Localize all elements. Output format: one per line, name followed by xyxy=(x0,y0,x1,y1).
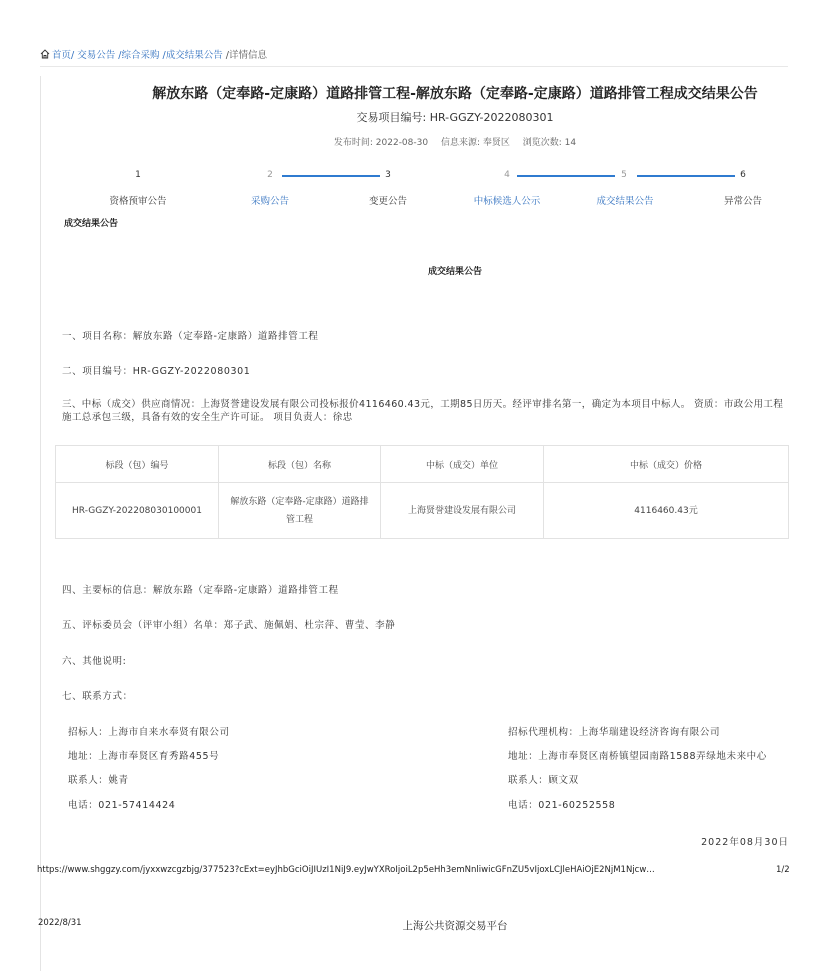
col-header-winner: 中标（成交）单位 xyxy=(381,446,544,483)
view-count: 浏览次数: 14 xyxy=(522,138,577,148)
sign-date: 2022年08月30日 xyxy=(701,837,789,848)
other-notes: 六、其他说明: xyxy=(62,656,127,667)
step-5-6-connector xyxy=(637,175,735,177)
content-title: 成交结果公告 xyxy=(427,267,482,277)
content-left-border xyxy=(40,76,41,971)
step-2-number: 2 xyxy=(267,170,273,180)
agency-name: 招标代理机构：上海华瑞建设经济咨询有限公司 xyxy=(508,727,721,738)
step-4-5-connector xyxy=(517,175,615,177)
publish-time: 发布时间: 2022-08-30 xyxy=(333,138,429,148)
tenderer-phone: 电话：021-57414424 xyxy=(68,800,176,811)
cell-lot-name: 解放东路（定奉路-定康路）道路排管工程 xyxy=(219,483,381,539)
agency-phone: 电话：021-60252558 xyxy=(508,800,616,811)
step-1-number: 1 xyxy=(135,170,141,180)
col-header-lot-no: 标段（包）编号 xyxy=(56,446,219,483)
step-6-number: 6 xyxy=(740,170,746,180)
breadcrumb-result-notice[interactable]: /成交结果公告 xyxy=(162,50,223,61)
step-exception-notice[interactable]: 异常公告 xyxy=(723,196,762,207)
committee-list: 五、评标委员会（评审小组）名单：郑子武、施佩娟、杜宗萍、曹莹、李静 xyxy=(62,620,396,631)
platform-name: 上海公共资源交易平台 xyxy=(402,920,508,932)
cell-lot-no: HR-GGZY-202208030100001 xyxy=(56,483,219,539)
agency-contact: 联系人：顾文双 xyxy=(508,775,579,786)
step-2-3-connector xyxy=(282,175,380,177)
home-icon[interactable] xyxy=(40,49,50,59)
table-row xyxy=(56,483,789,539)
main-subject: 四、主要标的信息：解放东路（定奉路-定康路）道路排管工程 xyxy=(62,585,339,596)
award-table xyxy=(55,445,789,539)
cell-price: 4116460.43元 xyxy=(544,483,789,539)
publish-meta xyxy=(150,135,760,148)
step-3-number: 3 xyxy=(385,170,391,180)
page-url: https://www.shggzy.com/jyxxwzcgzbjg/377523?cExt=eyJhbGciOiJIUzI1NiJ9.eyJwYXRoIjoiL2p5eHh3emNnliwicGFnZU5vIjoxLCJleHAiOjE2NjM1Njcw… xyxy=(37,865,655,875)
breadcrumb xyxy=(40,47,267,61)
breadcrumb-trade-notice[interactable]: / 交易公告 xyxy=(71,50,116,61)
page-number: 1/2 xyxy=(776,865,790,875)
cell-winner: 上海贤誉建设发展有限公司 xyxy=(381,483,544,539)
tenderer-contact: 联系人：姚青 xyxy=(68,775,129,786)
breadcrumb-comprehensive-procurement[interactable]: /综合采购 xyxy=(118,50,160,61)
step-5-number: 5 xyxy=(621,170,627,180)
tenderer-address: 地址：上海市奉贤区育秀路455号 xyxy=(68,751,220,762)
top-divider xyxy=(40,66,788,67)
col-header-price: 中标（成交）价格 xyxy=(544,446,789,483)
supplier-info: 三、中标（成交）供应商情况：上海贤誉建设发展有限公司投标报价4116460.43元，工期85日历天。经评审排名第一，确定为本项目中标人。 资质：市政公用工程施工总承包三级，具备有效的安全生产许可证。 项目负责人：徐忠 xyxy=(62,399,784,423)
step-result-notice[interactable]: 成交结果公告 xyxy=(596,196,654,207)
step-change-notice[interactable]: 变更公告 xyxy=(368,196,407,207)
step-prequalification[interactable]: 资格预审公告 xyxy=(109,196,167,207)
agency-address: 地址：上海市奉贤区南桥镇望园南路1588弄绿地未来中心 xyxy=(508,751,767,762)
print-date: 2022/8/31 xyxy=(38,918,82,928)
section-title: 成交结果公告 xyxy=(64,219,119,229)
step-candidate-publicity[interactable]: 中标候选人公示 xyxy=(473,196,541,207)
project-name: 一、项目名称：解放东路（定奉路-定康路）道路排管工程 xyxy=(62,331,319,342)
step-4-number: 4 xyxy=(504,170,510,180)
table-header-row xyxy=(56,446,789,483)
step-procurement-notice[interactable]: 采购公告 xyxy=(250,196,289,207)
contact-heading: 七、联系方式： xyxy=(62,691,133,702)
tenderer-name: 招标人：上海市自来水奉贤有限公司 xyxy=(68,727,230,738)
project-number: 二、项目编号：HR-GGZY-2022080301 xyxy=(62,366,251,377)
page-title: 解放东路（定奉路-定康路）道路排管工程-解放东路（定奉路-定康路）道路排管工程成交结果公告 xyxy=(152,86,758,102)
info-source: 信息来源: 奉贤区 xyxy=(440,138,510,148)
breadcrumb-current: /详情信息 xyxy=(225,50,267,61)
project-code: 交易项目编号: HR-GGZY-2022080301 xyxy=(356,111,554,124)
breadcrumb-home[interactable]: 首页 xyxy=(52,50,72,61)
col-header-lot-name: 标段（包）名称 xyxy=(219,446,381,483)
